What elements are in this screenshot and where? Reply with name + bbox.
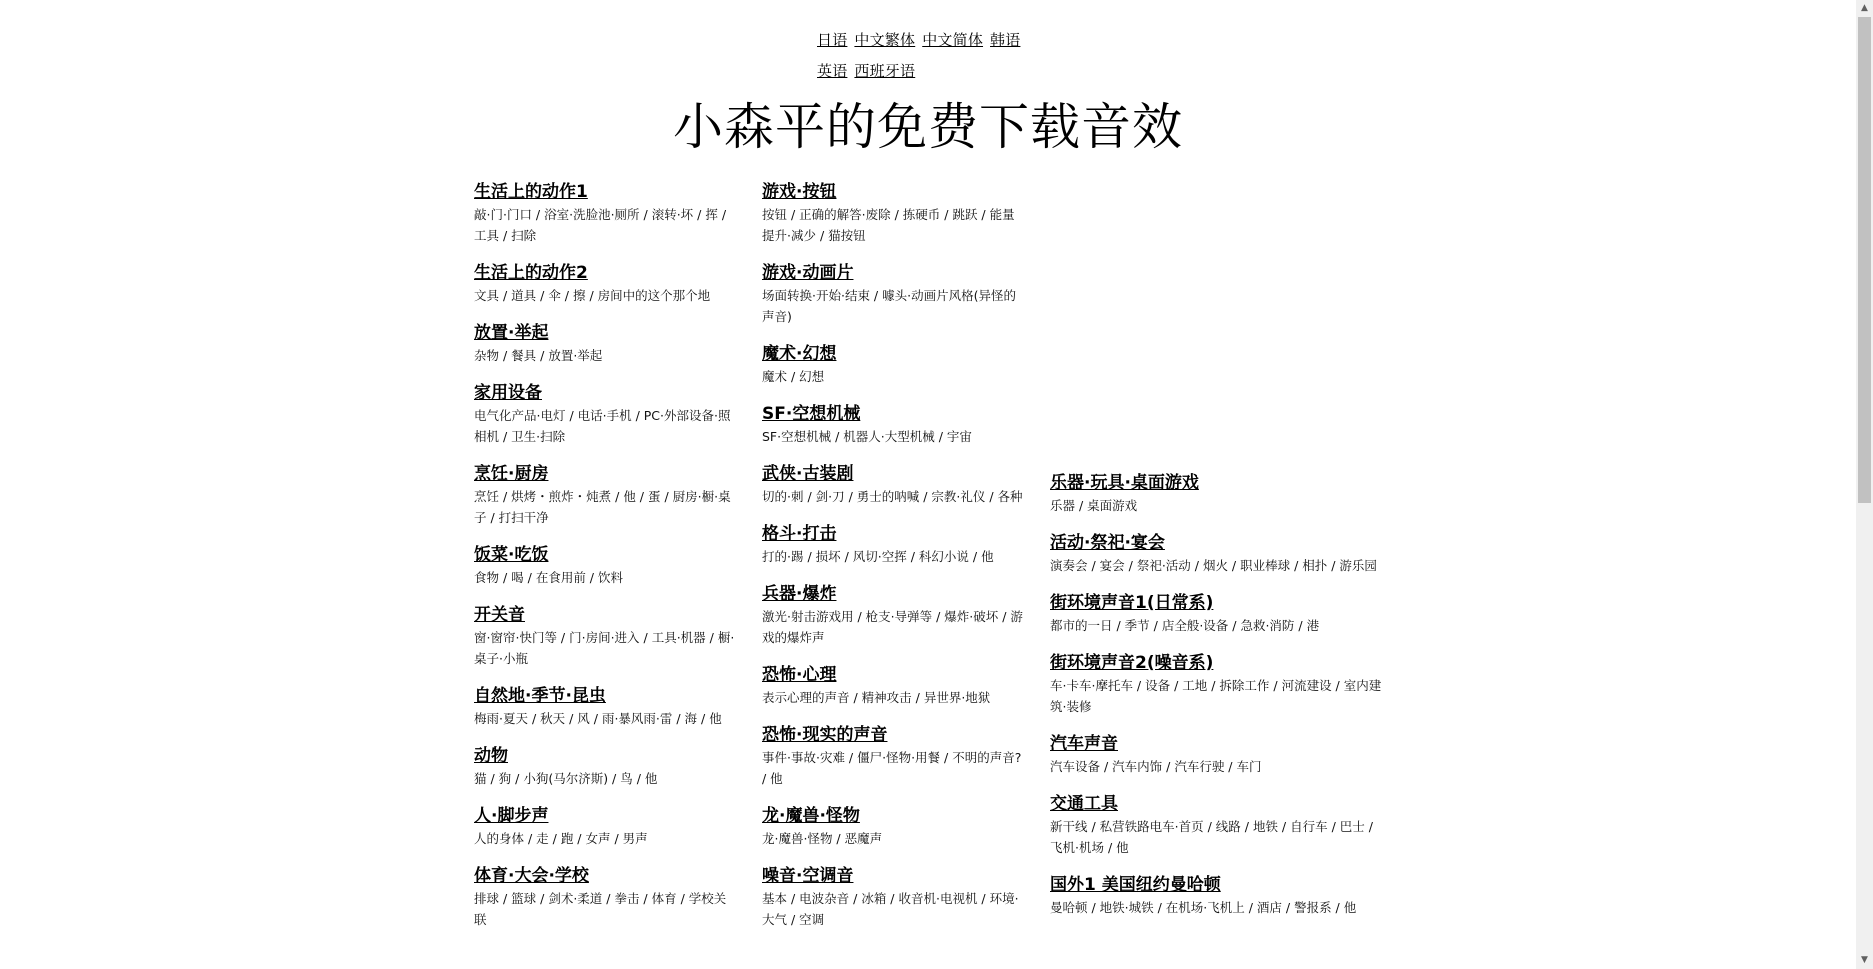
category-description: 都市的一日 / 季节 / 店全般·设备 / 急救·消防 / 港 <box>1050 618 1320 633</box>
category-description: 场面转换·开始·结束 / 噱头·动画片风格(异怪的声音) <box>762 288 1016 324</box>
lang-link-korean[interactable]: 韩语 <box>990 31 1021 49</box>
category-link[interactable]: 街环境声音2(噪音系) <box>1050 653 1214 673</box>
category-section <box>474 321 736 366</box>
category-link[interactable]: 动物 <box>474 746 508 766</box>
category-section <box>1050 591 1382 636</box>
language-row-2 <box>817 56 1077 87</box>
category-link[interactable]: 自然地·季节·昆虫 <box>474 686 606 706</box>
category-description: 排球 / 篮球 / 剑术·柔道 / 拳击 / 体育 / 学校关联 <box>474 891 727 927</box>
category-link[interactable]: 交通工具 <box>1050 794 1118 814</box>
category-description: 烹饪 / 烘烤・煎炸・炖煮 / 他 / 蛋 / 厨房·橱·桌子 / 打扫干净 <box>474 489 731 525</box>
category-section <box>474 180 736 246</box>
category-description: 按钮 / 正确的解答·废除 / 拣硬币 / 跳跃 / 能量提升·减少 / 猫按钮 <box>762 207 1015 243</box>
category-link[interactable]: 放置·举起 <box>474 323 549 343</box>
category-description: 杂物 / 餐具 / 放置·举起 <box>474 348 603 363</box>
category-description: 文具 / 道具 / 伞 / 擦 / 房间中的这个那个地 <box>474 288 711 303</box>
category-section <box>762 402 1024 447</box>
category-description: 曼哈顿 / 地铁·城铁 / 在机场·飞机上 / 酒店 / 警报系 / 他 <box>1050 900 1357 915</box>
category-link[interactable]: 恐怖·心理 <box>762 665 837 685</box>
category-section <box>762 582 1024 648</box>
lang-link-traditional-chinese[interactable]: 中文繁体 <box>854 31 916 49</box>
category-link[interactable]: 兵器·爆炸 <box>762 584 837 604</box>
category-section <box>474 543 736 588</box>
lang-link-english[interactable]: 英语 <box>817 62 848 80</box>
scroll-up-arrow-icon[interactable]: ▲ <box>1861 3 1868 13</box>
category-link[interactable]: 噪音·空调音 <box>762 866 854 886</box>
category-description: 表示心理的声音 / 精神攻击 / 异世界·地狱 <box>762 690 991 705</box>
category-section <box>762 723 1024 789</box>
category-section <box>762 804 1024 849</box>
category-description: 龙·魔兽·怪物 / 恶魔声 <box>762 831 883 846</box>
category-column-2 <box>762 180 1024 945</box>
category-section <box>474 684 736 729</box>
lang-link-spanish[interactable]: 西班牙语 <box>854 62 916 80</box>
language-nav <box>817 25 1077 87</box>
category-link[interactable]: 饭菜·吃饭 <box>474 545 549 565</box>
category-description: 打的·踢 / 损坏 / 风切·空挥 / 科幻小说 / 他 <box>762 549 994 564</box>
category-section <box>762 261 1024 327</box>
category-link[interactable]: 活动·祭祀·宴会 <box>1050 533 1165 553</box>
scrollbar-thumb[interactable] <box>1858 17 1871 503</box>
category-description: 切的·刺 / 剑·刀 / 勇士的呐喊 / 宗教·礼仪 / 各种 <box>762 489 1023 504</box>
category-description: 车·卡车·摩托车 / 设备 / 工地 / 拆除工作 / 河流建设 / 室内建筑·装修 <box>1050 678 1382 714</box>
category-description: 敲·门·门口 / 浴室·洗脸池·厕所 / 滚转·坏 / 挥 / 工具 / 扫除 <box>474 207 727 243</box>
category-section <box>474 744 736 789</box>
category-description: 汽车设备 / 汽车内饰 / 汽车行驶 / 车门 <box>1050 759 1262 774</box>
category-link[interactable]: 体育·大会·学校 <box>474 866 589 886</box>
lang-link-japanese[interactable]: 日语 <box>817 31 848 49</box>
category-section <box>474 603 736 669</box>
category-description: SF·空想机械 / 机器人·大型机械 / 宇宙 <box>762 429 972 444</box>
category-section <box>762 462 1024 507</box>
category-link[interactable]: 游戏·动画片 <box>762 263 854 283</box>
category-column-3 <box>1050 471 1382 933</box>
category-link[interactable]: 生活上的动作1 <box>474 182 588 202</box>
category-section <box>762 180 1024 246</box>
category-link[interactable]: SF·空想机械 <box>762 404 861 424</box>
category-section <box>1050 873 1382 918</box>
category-section <box>762 864 1024 930</box>
category-section <box>1050 471 1382 516</box>
category-description: 事件·事故·灾难 / 僵尸·怪物·用餐 / 不明的声音? / 他 <box>762 750 1022 786</box>
category-link[interactable]: 人·脚步声 <box>474 806 549 826</box>
page-title: 小森平的免费下载音效 <box>673 98 1183 156</box>
category-link[interactable]: 汽车声音 <box>1050 734 1118 754</box>
category-section <box>474 462 736 528</box>
category-link[interactable]: 格斗·打击 <box>762 524 837 544</box>
category-description: 食物 / 喝 / 在食用前 / 饮料 <box>474 570 623 585</box>
category-link[interactable]: 恐怖·现实的声音 <box>762 725 888 745</box>
category-link[interactable]: 开关音 <box>474 605 525 625</box>
category-description: 魔术 / 幻想 <box>762 369 825 384</box>
category-section <box>762 522 1024 567</box>
category-description: 窗·窗帘·快门等 / 门·房间·进入 / 工具·机器 / 橱·桌子·小瓶 <box>474 630 735 666</box>
category-link[interactable]: 游戏·按钮 <box>762 182 837 202</box>
category-section <box>762 663 1024 708</box>
category-description: 梅雨·夏天 / 秋天 / 风 / 雨·暴风雨·雷 / 海 / 他 <box>474 711 722 726</box>
category-description: 人的身体 / 走 / 跑 / 女声 / 男声 <box>474 831 648 846</box>
category-description: 基本 / 电波杂音 / 冰箱 / 收音机·电视机 / 环境·大气 / 空调 <box>762 891 1019 927</box>
category-section <box>474 261 736 306</box>
scroll-down-arrow-icon[interactable]: ▼ <box>1861 955 1868 965</box>
lang-link-simplified-chinese[interactable]: 中文简体 <box>922 31 984 49</box>
language-row-1 <box>817 25 1077 56</box>
category-link[interactable]: 乐器·玩具·桌面游戏 <box>1050 473 1199 493</box>
category-link[interactable]: 烹饪·厨房 <box>474 464 549 484</box>
category-description: 猫 / 狗 / 小狗(马尔济斯) / 鸟 / 他 <box>474 771 658 786</box>
category-section <box>474 381 736 447</box>
category-column-1 <box>474 180 736 945</box>
vertical-scrollbar[interactable] <box>1856 0 1873 969</box>
category-section <box>474 804 736 849</box>
category-section <box>1050 651 1382 717</box>
category-description: 激光·射击游戏用 / 枪支·导弹等 / 爆炸·破坏 / 游戏的爆炸声 <box>762 609 1023 645</box>
category-description: 演奏会 / 宴会 / 祭祀·活动 / 烟火 / 职业棒球 / 相扑 / 游乐园 <box>1050 558 1377 573</box>
category-section <box>1050 531 1382 576</box>
category-section <box>1050 792 1382 858</box>
category-link[interactable]: 街环境声音1(日常系) <box>1050 593 1214 613</box>
category-link[interactable]: 武侠·古装剧 <box>762 464 854 484</box>
category-link[interactable]: 生活上的动作2 <box>474 263 588 283</box>
category-description: 新干线 / 私营铁路电车·首页 / 线路 / 地铁 / 自行车 / 巴士 / 飞机·机场 / 他 <box>1050 819 1373 855</box>
category-link[interactable]: 龙·魔兽·怪物 <box>762 806 860 826</box>
category-section <box>474 864 736 930</box>
category-section <box>762 342 1024 387</box>
category-link[interactable]: 国外1 美国纽约曼哈顿 <box>1050 875 1221 895</box>
category-link[interactable]: 魔术·幻想 <box>762 344 837 364</box>
category-section <box>1050 732 1382 777</box>
category-description: 电气化产品·电灯 / 电话·手机 / PC·外部设备·照相机 / 卫生·扫除 <box>474 408 731 444</box>
category-description: 乐器 / 桌面游戏 <box>1050 498 1138 513</box>
category-link[interactable]: 家用设备 <box>474 383 542 403</box>
